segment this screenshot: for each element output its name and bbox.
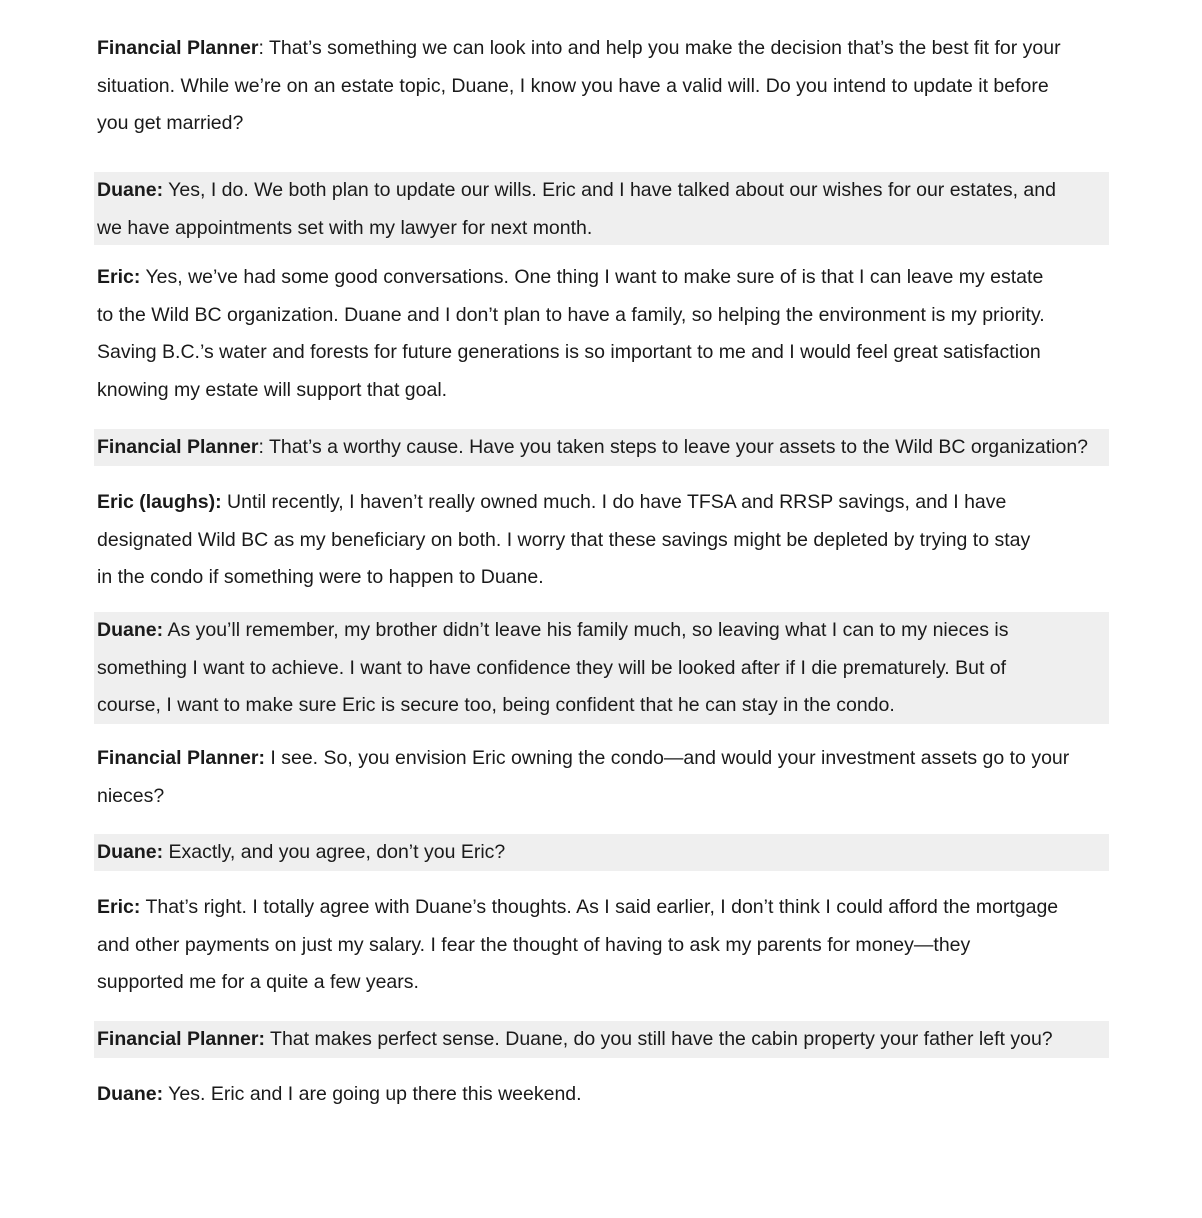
speaker-label: Financial Planner [97, 37, 259, 59]
dialogue-turn-planner-3 [94, 740, 1109, 820]
dialogue-line: Until recently, I haven’t really owned much. I do have TFSA and RRSP savings, and I have [227, 491, 1007, 513]
speaker-label: Duane: [97, 841, 164, 863]
dialogue-turn-eric-1 [94, 259, 1109, 409]
dialogue-line: I see. So, you envision Eric owning the condo—and would your investment assets go to your [270, 747, 1070, 769]
dialogue-line: and other payments on just my salary. I fear the thought of having to ask my parents for money—they [97, 933, 971, 956]
dialogue-line: in the condo if something were to happen to Duane. [97, 566, 544, 589]
dialogue-line: That’s something we can look into and help you make the decision that’s the best fit for your [268, 37, 1061, 59]
dialogue-line: we have appointments set with my lawyer for next month. [97, 216, 593, 239]
dialogue-line: That makes perfect sense. Duane, do you still have the cabin property your father left you? [270, 1028, 1053, 1050]
dialogue-line: situation. While we’re on an estate topic, Duane, I know you have a valid will. Do you intend to update it before [97, 74, 1049, 97]
dialogue-turn-eric-2 [94, 484, 1109, 596]
dialogue-line: Yes, we’ve had some good conversations. One thing I want to make sure of is that I can leave my estate [145, 266, 1044, 288]
dialogue-line: supported me for a quite a few years. [97, 971, 419, 994]
speaker-separator: : [258, 37, 269, 59]
dialogue-turn-planner-4 [94, 1021, 1109, 1058]
dialogue-line: Exactly, and you agree, don’t you Eric? [168, 841, 506, 863]
dialogue-turn-duane-2 [94, 612, 1109, 724]
dialogue-line: designated Wild BC as my beneficiary on both. I worry that these savings might be depleted by trying to stay [97, 528, 1031, 551]
dialogue-line: nieces? [97, 784, 165, 807]
dialogue-turn-eric-3 [94, 889, 1109, 1003]
dialogue-line: As you’ll remember, my brother didn’t leave his family much, so leaving what I can to my nieces is [167, 619, 1009, 641]
transcript [94, 30, 1109, 1127]
speaker-label: Financial Planner: [97, 1028, 265, 1050]
dialogue-line: Yes, I do. We both plan to update our wills. Eric and I have talked about our wishes for our estates, and [168, 179, 1056, 201]
speaker-label: Financial Planner: [97, 747, 265, 769]
dialogue-line: course, I want to make sure Eric is secure too, being confident that he can stay in the condo. [97, 694, 895, 717]
dialogue-line: to the Wild BC organization. Duane and I don’t plan to have a family, so helping the environment is my priority. [97, 303, 1045, 326]
dialogue-turn-duane-1 [94, 172, 1109, 245]
dialogue-line: That’s right. I totally agree with Duane’s thoughts. As I said earlier, I don’t think I could afford the mortgage [145, 896, 1059, 918]
speaker-label: Eric: [97, 896, 141, 918]
speaker-label: Financial Planner [97, 436, 259, 458]
dialogue-turn-planner-1 [94, 30, 1109, 158]
dialogue-line: knowing my estate will support that goal. [97, 378, 448, 401]
speaker-separator: : [258, 436, 269, 458]
dialogue-line: That’s a worthy cause. Have you taken steps to leave your assets to the Wild BC organization? [268, 436, 1089, 458]
dialogue-line: you get married? [97, 112, 244, 135]
speaker-label: Eric (laughs): [97, 491, 222, 513]
speaker-label: Eric: [97, 266, 141, 288]
dialogue-line: something I want to achieve. I want to have confidence they will be looked after if I die prematurely. But of [97, 656, 1007, 679]
dialogue-line: Saving B.C.’s water and forests for future generations is so important to me and I would feel great satisfaction [97, 341, 1041, 364]
speaker-label: Duane: [97, 179, 164, 201]
dialogue-line: Yes. Eric and I are going up there this weekend. [168, 1083, 582, 1105]
dialogue-turn-duane-3 [94, 834, 1109, 871]
dialogue-turn-planner-2 [94, 429, 1109, 466]
speaker-label: Duane: [97, 619, 164, 641]
dialogue-turn-duane-4 [94, 1076, 1109, 1113]
speaker-label: Duane: [97, 1083, 164, 1105]
